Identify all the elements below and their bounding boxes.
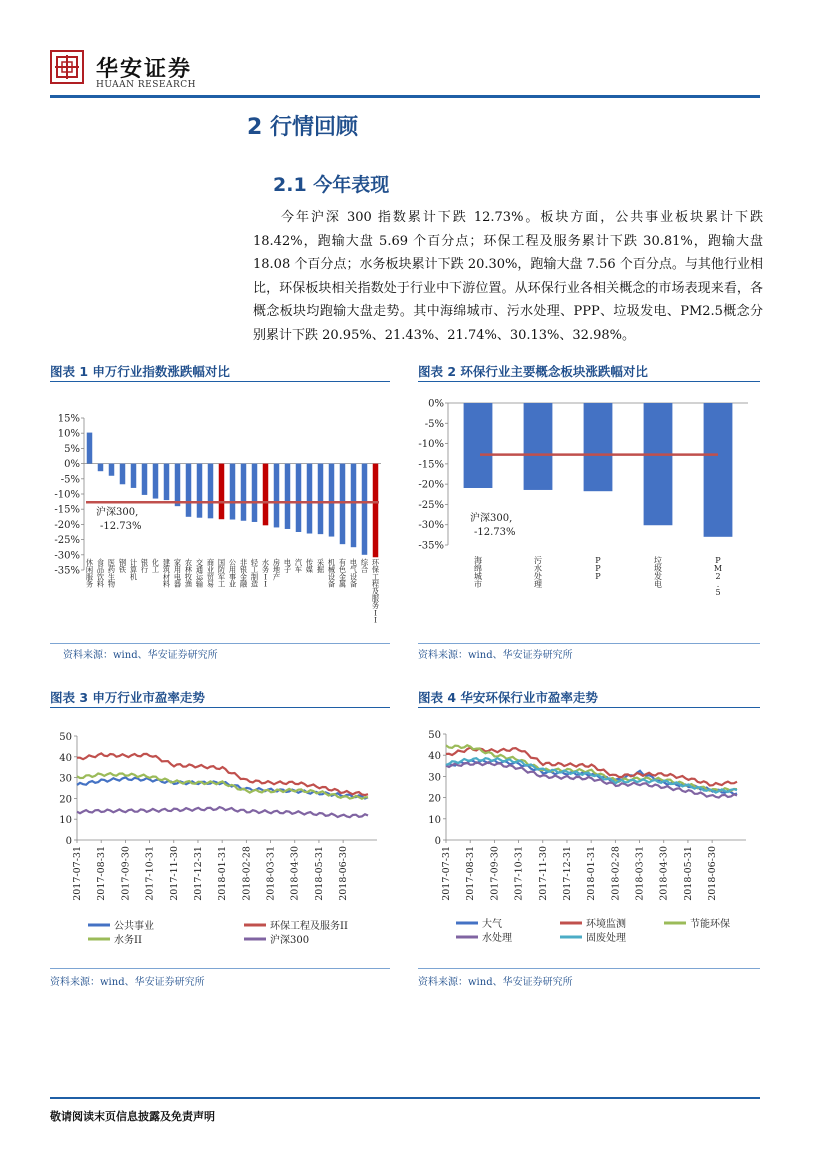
bar [241, 464, 247, 521]
x-tick-label: 2017-10-31 [144, 846, 156, 901]
header-divider [50, 95, 760, 98]
x-tick-label: 2017-07-31 [72, 846, 83, 901]
bar [524, 403, 553, 490]
x-category-label: 化工 [151, 558, 160, 575]
chart-industry-returns [50, 388, 390, 638]
chart-env-pe [418, 712, 760, 964]
x-category-label: 电气设备 [349, 558, 358, 589]
x-category-label: 医药生物 [107, 558, 116, 589]
benchmark-label: 沪深300, [470, 513, 513, 524]
bar [120, 464, 126, 485]
figure-4-top-line [418, 707, 760, 708]
y-tick-label: 50 [428, 730, 441, 741]
x-category-label: 钢铁 [118, 558, 127, 575]
y-tick-label: -30% [54, 550, 80, 562]
y-tick-label: -35% [54, 565, 80, 577]
x-tick-label: 2018-04-30 [289, 846, 301, 901]
x-category-label: 海绵城市 [474, 556, 482, 589]
y-tick-label: 10 [428, 814, 441, 826]
company-logo [50, 50, 84, 84]
figure-3-bottom-line [50, 968, 390, 969]
x-tick-label: 2017-09-30 [120, 846, 132, 901]
y-tick-label: 30 [59, 773, 72, 785]
x-category-label: P M 2 . 5 [713, 556, 723, 597]
section-title: 2 行情回顾 [247, 115, 358, 140]
y-tick-label: 15% [57, 413, 80, 425]
y-tick-label: -30% [418, 520, 444, 532]
y-tick-label: -20% [418, 479, 444, 491]
y-tick-label: -35% [418, 540, 444, 552]
figure-2-bottom-line [418, 643, 760, 644]
bar [704, 403, 733, 537]
x-tick-label: 2018-04-30 [658, 846, 670, 901]
x-category-label: 机械设备 [327, 558, 336, 589]
bar [274, 464, 280, 528]
bar [175, 464, 181, 507]
x-tick-label: 2018-01-31 [586, 846, 598, 901]
x-tick-label: 2018-06-30 [707, 846, 719, 901]
x-category-label: 综合 [360, 558, 369, 575]
figure-2-title: 图表 2 环保行业主要概念板块涨跌幅对比 [418, 364, 648, 379]
figure-2-source: 资料来源：wind、华安证券研究所 [418, 650, 573, 661]
y-tick-label: -15% [54, 504, 80, 516]
bar [142, 464, 148, 495]
legend-label: 水处理 [482, 933, 512, 944]
legend-label: 环保工程及服务II [270, 921, 348, 932]
y-tick-label: 5% [64, 443, 80, 455]
series-line [446, 762, 737, 797]
bar [186, 464, 192, 517]
bar [307, 464, 313, 534]
series-line [446, 745, 737, 791]
x-tick-label: 2017-09-30 [489, 846, 501, 901]
y-tick-label: 0 [65, 836, 72, 847]
y-tick-label: 0% [64, 459, 80, 471]
bar [252, 464, 258, 522]
y-tick-label: 10% [57, 428, 80, 440]
x-category-label: 非银金融 [239, 558, 248, 589]
y-tick-label: 0% [428, 398, 444, 410]
bar [98, 464, 104, 472]
bar [219, 464, 225, 520]
x-category-label: 计算机 [129, 558, 138, 582]
bar [351, 464, 357, 548]
y-tick-label: -25% [54, 535, 80, 547]
figure-1-bottom-line [50, 643, 390, 644]
legend-label: 公共事业 [114, 921, 154, 932]
y-tick-label: 10 [59, 815, 72, 827]
x-category-label: 汽车 [294, 558, 303, 575]
bar [153, 464, 159, 499]
x-tick-label: 2018-05-31 [682, 846, 694, 901]
x-tick-label: 2017-07-31 [441, 846, 452, 901]
y-tick-label: 40 [59, 752, 72, 764]
figure-2-top-line [418, 381, 760, 382]
bar [584, 403, 613, 491]
x-category-label: 污水处理 [534, 556, 542, 589]
chart-concept-returns [418, 388, 760, 638]
bar [318, 464, 324, 535]
y-tick-label: 30 [428, 772, 441, 784]
y-tick-label: -5% [60, 474, 80, 486]
y-tick-label: 20 [59, 794, 72, 806]
bar [164, 464, 170, 500]
legend-label: 环境监测 [586, 919, 626, 930]
x-tick-label: 2017-11-30 [168, 846, 180, 901]
x-tick-label: 2017-08-31 [96, 846, 108, 901]
legend-label: 沪深300 [270, 935, 310, 946]
x-tick-label: 2018-02-28 [610, 846, 622, 901]
x-tick-label: 2017-12-31 [561, 846, 573, 901]
footer-divider [50, 1097, 760, 1099]
bar [373, 464, 379, 558]
bar [340, 464, 346, 545]
bar [263, 464, 269, 526]
x-category-label: 采掘 [316, 558, 325, 575]
y-tick-label: -10% [54, 489, 80, 501]
y-tick-label: 0 [434, 836, 441, 847]
x-category-label: 国防军工 [217, 558, 226, 589]
bar [87, 433, 93, 464]
legend-label: 固废处理 [586, 933, 626, 944]
x-tick-label: 2018-03-31 [265, 846, 277, 901]
benchmark-value: -12.73% [474, 527, 516, 538]
subsection-title: 2.1 今年表现 [273, 174, 390, 196]
x-category-label: P P P [595, 556, 601, 581]
x-category-label: 建筑材料 [162, 558, 171, 589]
x-tick-label: 2017-11-30 [537, 846, 549, 901]
legend-label: 节能环保 [690, 919, 730, 930]
brand-name-en: HUAAN RESEARCH [96, 80, 196, 90]
y-tick-label: -10% [418, 439, 444, 451]
x-tick-label: 2017-12-31 [192, 846, 204, 901]
bar [296, 464, 302, 532]
x-category-label: 休闲服务 [85, 558, 94, 589]
x-category-label: 银行 [140, 558, 149, 575]
bar [109, 464, 115, 476]
bar [230, 464, 236, 520]
bar [362, 464, 368, 555]
bar [197, 464, 203, 518]
x-category-label: 交通运输 [195, 558, 204, 589]
figure-3-top-line [50, 707, 390, 708]
legend-label: 水务II [114, 935, 142, 946]
x-category-label: 农林牧渔 [184, 558, 193, 589]
x-category-label: 轻工制造 [250, 558, 259, 589]
x-category-label: 有色金属 [338, 558, 347, 589]
x-category-label: 食品饮料 [96, 558, 105, 589]
x-category-label: 环保工程及服务 I I [371, 558, 380, 625]
bar [329, 464, 335, 537]
x-category-label: 公用事业 [228, 558, 237, 589]
y-tick-label: 40 [428, 751, 441, 763]
y-tick-label: -5% [424, 418, 444, 430]
x-tick-label: 2018-03-31 [634, 846, 646, 901]
figure-1-source: 资料来源：wind、华安证券研究所 [63, 650, 218, 661]
y-tick-label: -15% [418, 459, 444, 471]
bar [131, 464, 137, 488]
legend-label: 大气 [482, 919, 502, 930]
x-category-label: 商业贸易 [206, 558, 215, 589]
x-category-label: 传媒 [305, 558, 314, 575]
chart-industry-pe [50, 712, 390, 964]
x-tick-label: 2018-06-30 [338, 846, 350, 901]
x-tick-label: 2018-02-28 [241, 846, 253, 901]
figure-3-source: 资料来源：wind、华安证券研究所 [50, 977, 205, 988]
figure-4-title: 图表 4 华安环保行业市盈率走势 [418, 690, 598, 705]
x-tick-label: 2018-01-31 [217, 846, 229, 901]
brand-name-cn: 华安证券 [96, 56, 193, 82]
benchmark-value: -12.73% [100, 521, 142, 532]
y-tick-label: 20 [428, 793, 441, 805]
figure-3-title: 图表 3 申万行业市盈率走势 [50, 690, 205, 705]
y-tick-label: 50 [59, 732, 72, 743]
x-category-label: 房地产 [272, 558, 281, 582]
series-line [77, 773, 368, 799]
footer-disclaimer: 敬请阅读末页信息披露及免责声明 [50, 1110, 215, 1123]
x-category-label: 垃圾发电 [654, 556, 662, 589]
bar [464, 403, 493, 488]
summary-paragraph: 今年沪深 300 指数累计下跌 12.73%。板块方面，公共事业板块累计下跌 18.42%，跑输大盘 5.69 个百分点；环保工程及服务累计下跌 30.81%，跑输大盘 18.08 个百分点；水务板块累计下跌 20.30%，跑输大盘 7.56 个百分点。与其他行业相比，环保板块相关指数处于行业中下游位置。从环保行业各相关概念的市场表现来看，各概念板块均跑输大盘走势。其中海绵城市、污水处理、PPP、垃圾发电、PM2.5概念分别累计下跌 20.95%、21.43%、21.74%、30.13%、32.98%。 [253, 210, 763, 343]
series-line [77, 807, 368, 817]
figure-1-title: 图表 1 申万行业指数涨跌幅对比 [50, 364, 230, 379]
x-tick-label: 2018-05-31 [313, 846, 325, 901]
bar [644, 403, 673, 525]
y-tick-label: -20% [54, 519, 80, 531]
x-tick-label: 2017-08-31 [465, 846, 477, 901]
x-category-label: 家用电器 [173, 558, 182, 589]
benchmark-label: 沪深300, [96, 507, 139, 518]
x-category-label: 电子 [283, 558, 292, 575]
y-tick-label: -25% [418, 499, 444, 511]
figure-4-bottom-line [418, 968, 760, 969]
figure-1-top-line [50, 381, 390, 382]
bar [208, 464, 214, 519]
figure-4-source: 资料来源：wind、华安证券研究所 [418, 977, 573, 988]
x-category-label: 水务 I I [261, 558, 270, 589]
bar [285, 464, 291, 529]
x-tick-label: 2017-10-31 [513, 846, 525, 901]
